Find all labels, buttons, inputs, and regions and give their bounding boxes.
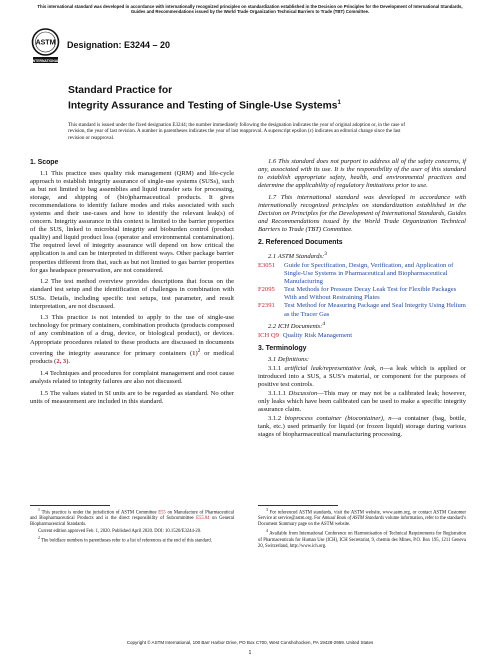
para-1-5: 1.5 The values stated in SI units are to be regarded as standard. No other units of measurement are included in this standard. xyxy=(30,389,234,405)
reference-title[interactable]: Quality Risk Management xyxy=(282,331,353,339)
para-1-2: 1.2 The test method overview provides descriptions that focus on the standard test setup and the identification of challenges in combination with SUSs. Details, including specific test setups, test parameter, and result interpretation, are not discussed. xyxy=(30,278,234,310)
footnote-4: $^4$ Available from International Conference on Harmonisation of Technical Requirements for Registration of Pharmaceuticals for Human Use (ICH), ICH Secretariat, 9, chemin des Mines, P.O. Box 195, 1211 Geneva 20, Switzerland, http://www.ich.org. xyxy=(258,529,466,549)
reference-code[interactable]: E3051 xyxy=(258,262,276,270)
left-column xyxy=(30,158,234,409)
svg-text:ASTM: ASTM xyxy=(35,39,56,47)
para-1-6: 1.6 This standard does not purport to address all of the safety concerns, if any, associated with its use. It is the responsibility of the user of this standard to establish appropriate safety, health, and environmental practices and determine the applicability of regulatory limitations prior to use. xyxy=(258,158,466,190)
document-title xyxy=(68,84,448,112)
footnotes-left xyxy=(30,508,234,546)
reference-item xyxy=(258,286,466,302)
reference-item xyxy=(258,332,466,340)
subcommittee-link[interactable]: E55.04 xyxy=(196,516,210,522)
footnote-3: $^3$ For referenced ASTM standards, visit the ASTM website, www.astm.org, or contact ASTM Customer Service at service@astm.org. For Annual Book of ASTM Standards volume information, refer to the standard’s Document Summary page on the ASTM website. xyxy=(258,508,467,528)
page-number: 1 xyxy=(248,650,252,656)
footnote-divider-right xyxy=(258,505,338,506)
referenced-heading: 2. Referenced Documents xyxy=(258,239,343,247)
para-3-1-2: 3.1.2 bioprocess container (biocontainer), n—a container (bag, bottle, tank, etc.) used primarily for liquid (or frozen liquid) storage during various stages of biopharmaceutical manufacturing processing. xyxy=(258,415,466,439)
reference-item xyxy=(258,302,466,318)
title-line-1: Standard Practice for xyxy=(68,85,173,96)
para-3-1-1-1: 3.1.1.1 Discussion—This may or may not be a calibrated leak; however, only leaks which have been calibrated can be used to make a specific integrity assurance claim. xyxy=(258,390,467,414)
para-1-3: 1.3 This practice is not intended to apply to the use of single-use technology for primary containers, combination products (products composed of any combination of a drug, device, or biological product), or devices. Appropriate procedures related to these products are discussed in documents covering the integrity assurance for primary containers $(1)^2$ or medical products (2, 3). xyxy=(30,314,234,365)
footnote-divider-left xyxy=(30,505,110,506)
right-column xyxy=(258,158,466,443)
top-notice: This international standard was developed in accordance with internationally recognized principles on standardization established in the Decision on Principles for the Development of International Standards, Guides and Recommendations issued by the World Trade Organization Technical Barriers to Trade (TBT) Committee. xyxy=(37,4,463,15)
para-1-1: 1.1 This practice uses quality risk management (QRM) and life-cycle approach to establish integrity assurance of single-use systems (SUSs), such as but not limited to bag assemblies and liquid transfer sets for processing, storage, and shipping of (bio)pharmaceutical products. It gives recommendations to identify failure modes and risks associated with such systems and their use-cases and how to identify the relevant leak(s) of concern. Integrity assurance in this context is limited to the barrier properties of the SUS, linked to microbial integrity and bioburden control (product quality) and liquid product loss (operator and environmental contamination). The required level of integrity assurance will depend on how critical the application is and can be interpreted in different ways. Other package barrier properties different from that, such as but not limited to gas barrier properties for gas headspace preservation, are not considered. xyxy=(30,170,234,274)
title-footnote-mark: 1 xyxy=(337,100,341,106)
para-3-1-1: 3.1.1 artificial leak/representative leak, n—a leak which is applied or introduced into a SUS, a SUS’s material, or component for the purposes of positive test controls. xyxy=(258,364,466,388)
committee-link[interactable]: E55 xyxy=(158,510,166,516)
para-1-4: 1.4 Techniques and procedures for complaint management and root cause analysis related to integrity failures are also not discussed. xyxy=(30,369,234,385)
title-line-2: Integrity Assurance and Testing of Single-Use Systems$^1$ xyxy=(68,100,341,112)
scope-heading: 1. Scope xyxy=(30,159,59,166)
reference-title[interactable]: Test Method for Measuring Package and Seal Integrity Using Helium as the Tracer Gas xyxy=(284,302,466,318)
reference-title[interactable]: Guide for Specification, Design, Verification, and Application of Single-Use Systems in Pharmaceutical and Biopharmaceutical Manufacturing xyxy=(284,262,454,286)
copyright-line: Copyright © ASTM International, 100 Barr Harbor Drive, PO Box C700, West Conshohocken, PA 19428-2959. United States xyxy=(126,640,374,645)
footnotes-right xyxy=(258,508,466,551)
para-1-7: 1.7 This international standard was developed in accordance with internationally recognized principles on standardization established in the Decision on Principles for the Development of International Standards, Guides and Recommendations issued by the World Trade Organization Technical Barriers to Trade (TBT) Committee. xyxy=(258,193,466,234)
ref-link-1[interactable]: 1 xyxy=(192,349,196,357)
astm-international-logo xyxy=(30,26,61,66)
designation: Designation: E3244 – 20 xyxy=(67,40,171,50)
terminology-heading: 3. Terminology xyxy=(258,344,307,352)
reference-title[interactable]: Test Methods for Pressure Decay Leak Test for Flexible Packages With and Without Restraining Plates xyxy=(284,286,457,302)
reference-code[interactable]: ICH Q9 xyxy=(258,331,279,339)
reference-code[interactable]: F2391 xyxy=(258,302,275,310)
ref-link-2-3[interactable]: 2, 3 xyxy=(56,357,67,365)
footnote-mark-2: 2 xyxy=(197,347,201,354)
issued-note: This standard is issued under the fixed designation E3244; the number immediately following the designation indicates the year of original adoption or, in the case of revision, the year of last revision. A number in parentheses indicates the year of last reapproval. A superscript epsilon (ε) indicates an editorial change since the last revision or reapproval. xyxy=(68,122,406,141)
reference-list xyxy=(258,262,466,318)
para-3-1: 3.1 Definitions: xyxy=(268,355,310,363)
footnote-1: $^1$ This practice is under the jurisdiction of ASTM Committee E55 on Manufacture of Pharmaceutical and Biopharmaceutical Products and is the direct responsibility of Subcommittee E55.04 on General Biopharmaceutical Standards. xyxy=(30,508,234,528)
astm-standards-label: 2.1 ASTM Standards:$^3$ xyxy=(268,251,327,261)
svg-text:INTERNATIONAL: INTERNATIONAL xyxy=(31,58,60,63)
reference-code[interactable]: F2095 xyxy=(258,286,275,294)
footnote-1-current-edition: Current edition approved Feb. 1, 2020. Published April 2020. DOI: 10.1520/E3244-20. xyxy=(38,529,202,535)
reference-item xyxy=(258,262,466,286)
ich-documents-label: 2.2 ICH Documents:$^4$ xyxy=(268,320,326,330)
footnote-2: $^2$ The boldface numbers in parentheses refer to a list of references at the end of this standard. xyxy=(38,536,212,544)
